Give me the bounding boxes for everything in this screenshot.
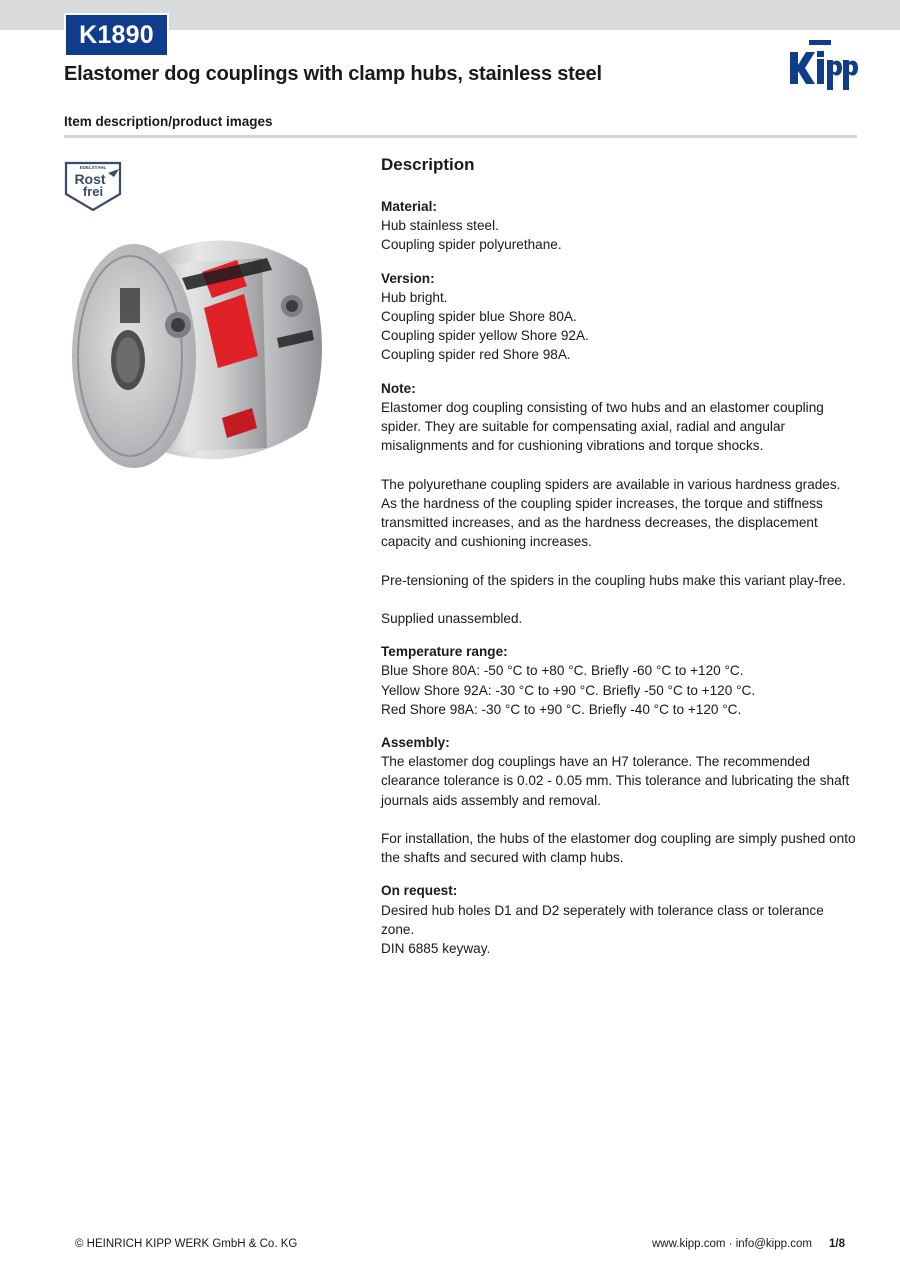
version-line: Hub bright. — [381, 289, 448, 305]
badge-arc-text: EDELSTAHL — [79, 165, 107, 170]
page-title: Elastomer dog couplings with clamp hubs, stainless steel — [64, 63, 602, 85]
version-label: Version: — [381, 270, 435, 286]
material-section — [381, 197, 856, 255]
assembly-paragraph: The elastomer dog couplings have an H7 tolerance. The recommended clearance tolerance is 0.02 - 0.05 mm. This tolerance and lubricating the shaft journals aids assembly and removal. — [381, 754, 850, 808]
section-divider — [64, 135, 857, 138]
note-label: Note: — [381, 380, 416, 396]
kipp-logo — [784, 38, 858, 92]
assembly-paragraph: For installation, the hubs of the elastomer dog coupling are simply pushed onto the shafts and secured with clamp hubs. — [381, 831, 856, 866]
badge-line1: Rost — [74, 171, 106, 187]
request-line: Desired hub holes D1 and D2 seperately with tolerance class or tolerance zone. — [381, 902, 824, 937]
temperature-section — [381, 642, 856, 719]
product-image-coupling — [62, 228, 324, 474]
material-line: Hub stainless steel. — [381, 218, 499, 234]
note-section — [381, 379, 856, 629]
note-paragraph: Pre-tensioning of the spiders in the coupling hubs make this variant play-free. — [381, 572, 846, 588]
version-line: Coupling spider red Shore 98A. — [381, 347, 571, 363]
section-label: Item description/product images — [64, 114, 273, 129]
footer-contact: www.kipp.com · info@kipp.com — [652, 1238, 812, 1250]
temperature-line: Red Shore 98A: -30 °C to +90 °C. Briefly -40 °C to +120 °C. — [381, 701, 742, 717]
version-line: Coupling spider yellow Shore 92A. — [381, 328, 589, 344]
product-code-badge: K1890 — [64, 13, 169, 57]
note-paragraph: Elastomer dog coupling consisting of two hubs and an elastomer coupling spider. They are suitable for compensating axial, radial and angular misalignments and for cushioning vibrations and torque shocks. — [381, 399, 824, 454]
description-heading: Description — [381, 155, 475, 174]
request-label: On request: — [381, 883, 458, 899]
material-label: Material: — [381, 199, 437, 214]
assembly-label: Assembly: — [381, 735, 450, 751]
request-line: DIN 6885 keyway. — [381, 941, 491, 957]
rostfrei-badge — [64, 160, 122, 212]
badge-line2: frei — [82, 184, 104, 199]
version-line: Coupling spider blue Shore 80A. — [381, 309, 577, 325]
note-paragraph: The polyurethane coupling spiders are available in various hardness grades. As the hardness of the coupling spider increases, the torque and stiffness transmitted increases, and as the hardness decreases, the displacement capacity and cushioning increases. — [381, 476, 841, 550]
temperature-line: Yellow Shore 92A: -30 °C to +90 °C. Briefly -50 °C to +120 °C. — [381, 682, 756, 698]
temperature-label: Temperature range: — [381, 644, 508, 660]
request-section — [381, 881, 856, 958]
temperature-line: Blue Shore 80A: -50 °C to +80 °C. Briefly -60 °C to +120 °C. — [381, 663, 744, 679]
footer-copyright: © HEINRICH KIPP WERK GmbH & Co. KG — [75, 1238, 298, 1250]
version-section — [381, 269, 856, 365]
note-paragraph: Supplied unassembled. — [381, 611, 523, 627]
material-line: Coupling spider polyurethane. — [381, 237, 562, 253]
description-column — [381, 155, 856, 972]
assembly-section — [381, 733, 856, 867]
footer-page-number: 1/8 — [829, 1238, 845, 1250]
